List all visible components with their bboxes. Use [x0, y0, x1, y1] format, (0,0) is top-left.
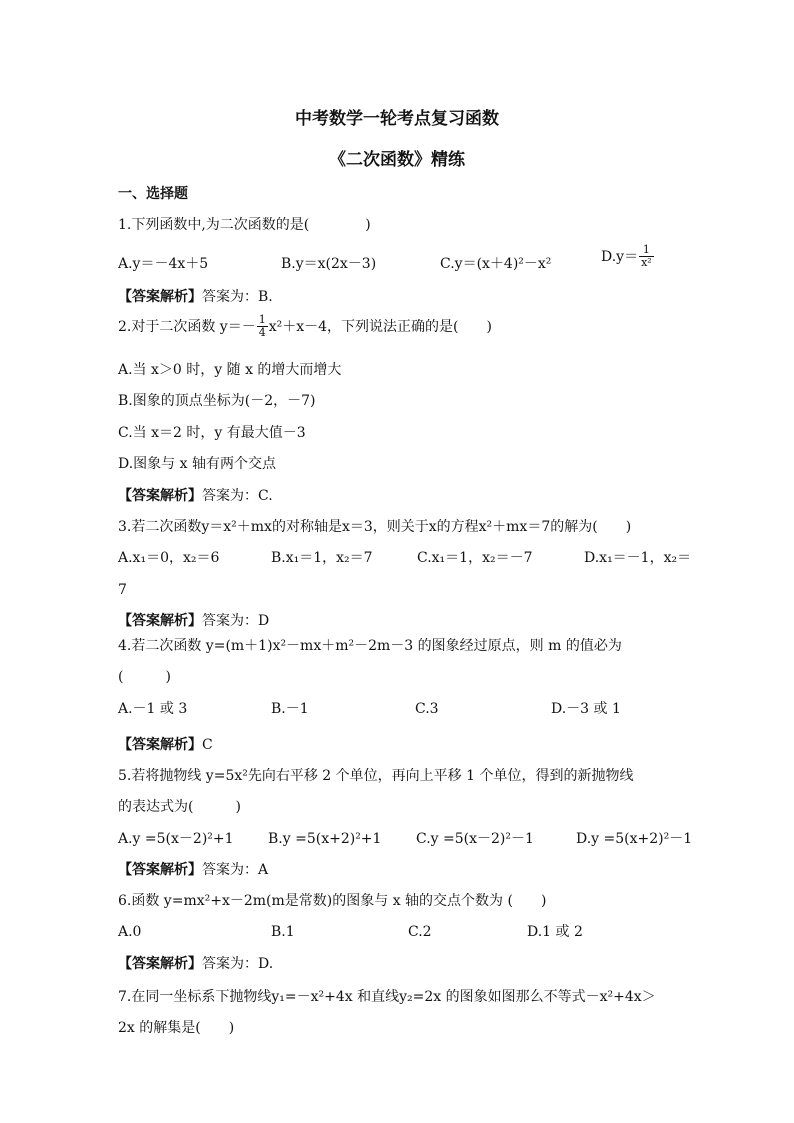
question-2-option-d: D.图象与 x 轴有两个交点 — [118, 456, 276, 472]
question-4-option-d: D.－3 或 1 — [551, 701, 621, 717]
question-6-option-b: B.1 — [271, 924, 295, 940]
question-5-stem-continued: 的表达式为( ) — [118, 799, 241, 815]
question-4-option-b: B.－1 — [271, 701, 309, 717]
answer-text: 答案为：D — [202, 613, 270, 629]
section-heading: 一、选择题 — [118, 186, 188, 202]
question-2-fraction — [257, 314, 268, 339]
question-7-stem: 7.在同一坐标系下抛物线y₁=－x²+4x 和直线y₂=2x 的图象如图那么不等式－x²+4x＞ — [118, 989, 656, 1005]
question-1-option-b: B.y＝x(2x－3) — [281, 256, 377, 272]
question-4-option-a: A.－1 或 3 — [118, 701, 188, 717]
question-6-stem: 6.函数 y=mx²+x－2m(m是常数)的图象与 x 轴的交点个数为 ( ) — [118, 893, 547, 909]
fraction-denominator: x² — [641, 256, 652, 269]
page-subtitle: 《二次函数》精练 — [329, 150, 465, 170]
question-2-option-a: A.当 x＞0 时，y 随 x 的增大而增大 — [118, 362, 342, 378]
question-4-stem-continued: ( ) — [118, 669, 171, 685]
fraction-numerator: 1 — [639, 244, 654, 257]
fraction-denominator: 4 — [258, 326, 266, 339]
question-1-option-c: C.y＝(x＋4)²－x² — [440, 256, 552, 272]
answer-label: 【答案解析】 — [118, 737, 202, 753]
question-5-stem: 5.若将抛物线 y=5x²先向右平移 2 个单位，再向上平移 1 个单位，得到的新抛物线 — [118, 768, 634, 784]
answer-text: C — [202, 737, 213, 753]
question-6-option-d: D.1 或 2 — [527, 924, 583, 940]
answer-label: 【答案解析】 — [118, 488, 202, 504]
question-5-option-a: A.y =5(x－2)²+1 — [118, 831, 234, 847]
question-5-option-c: C.y =5(x－2)²－1 — [416, 831, 534, 847]
question-1-answer — [118, 287, 273, 307]
question-4-option-c: C.3 — [415, 701, 439, 717]
answer-text: 答案为：A — [202, 862, 269, 878]
answer-text: 答案为：C. — [202, 488, 273, 504]
question-1-option-d-prefix: D.y＝ — [601, 248, 639, 265]
question-3-option-a: A.x₁＝0，x₂＝6 — [118, 550, 220, 566]
question-3-option-c: C.x₁＝1，x₂＝－7 — [417, 550, 533, 566]
question-3-answer — [118, 611, 269, 631]
question-2-option-b: B.图象的顶点坐标为(－2，－7) — [118, 393, 316, 409]
answer-text: 答案为：B. — [202, 289, 273, 305]
question-2-option-c: C.当 x＝2 时，y 有最大值－3 — [118, 425, 306, 441]
question-2-stem-prefix: 2.对于二次函数 y＝－ — [118, 318, 256, 335]
question-3-stem: 3.若二次函数y＝x²＋mx的对称轴是x＝3，则关于x的方程x²＋mx＝7的解为( ) — [118, 519, 632, 535]
question-1-option-d-fraction — [639, 244, 654, 269]
question-1-option-a: A.y＝－4x＋5 — [118, 256, 209, 272]
question-5-answer — [118, 860, 268, 880]
question-1-option-d — [601, 244, 655, 269]
question-4-stem: 4.若二次函数 y=(m＋1)x²－mx＋m²－2m－3 的图象经过原点，则 m 的值必为 — [118, 638, 622, 654]
question-6-option-c: C.2 — [408, 924, 432, 940]
page-title: 中考数学一轮考点复习函数 — [295, 109, 499, 129]
question-6-option-a: A.0 — [118, 924, 142, 940]
question-2-stem — [118, 314, 492, 339]
fraction-numerator: 1 — [258, 313, 266, 326]
answer-label: 【答案解析】 — [118, 862, 202, 878]
question-3-option-d: D.x₁＝－1，x₂＝ — [584, 550, 692, 566]
question-3-option-b: B.x₁＝1，x₂＝7 — [271, 550, 373, 566]
answer-label: 【答案解析】 — [118, 956, 202, 972]
answer-label: 【答案解析】 — [118, 289, 202, 305]
question-2-stem-suffix: x²＋x－4，下列说法正确的是( ) — [268, 318, 492, 335]
question-4-answer — [118, 735, 213, 755]
answer-label: 【答案解析】 — [118, 613, 202, 629]
question-1-stem: 1.下列函数中,为二次函数的是( ) — [118, 217, 371, 233]
question-3-option-d-continued: 7 — [118, 582, 127, 598]
answer-text: 答案为：D. — [202, 956, 274, 972]
question-5-option-d: D.y =5(x+2)²－1 — [576, 831, 693, 847]
question-2-answer — [118, 486, 273, 506]
question-6-answer — [118, 954, 273, 974]
question-7-stem-continued: 2x 的解集是( ) — [118, 1020, 235, 1036]
question-5-option-b: B.y =5(x+2)²+1 — [268, 831, 382, 847]
